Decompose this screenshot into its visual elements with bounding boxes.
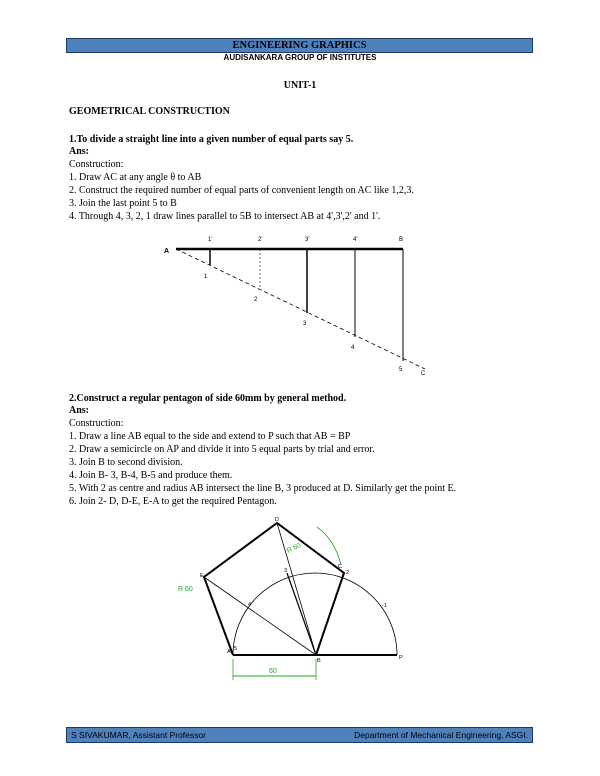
problem2-step: 3. Join B to second division. (69, 457, 183, 468)
div-label: 2 (254, 297, 258, 303)
label-a: A (227, 649, 231, 655)
header-bar (66, 38, 533, 53)
problem1-construction: Construction: (69, 159, 124, 170)
label-5: 5 (234, 646, 238, 652)
problem2-construction: Construction: (69, 418, 124, 429)
problem2-title: 2.Construct a regular pentagon of side 60mm by general method. (69, 393, 347, 404)
label-1: -1 (382, 603, 387, 609)
problem2-step: 1. Draw a line AB equal to the side and extend to P such that AB = BP (69, 431, 351, 442)
label-p: P (399, 655, 403, 661)
institute-name: AUDISANKARA GROUP OF INSTITUTES (223, 53, 377, 62)
problem1-ans: Ans: (69, 146, 90, 157)
top-label: 4' (353, 237, 358, 243)
problem2-step: 5. With 2 as centre and radius AB intersect the line B, 3 produced at D. Similarly get the point E. (69, 483, 457, 494)
div-label: 1 (204, 274, 208, 280)
line-division-figure (150, 228, 450, 378)
div-label: 5 (399, 367, 403, 373)
problem1-step: 4. Through 4, 3, 2, 1 draw lines parallel to 5B to intersect AB at 4',3',2' and 1'. (69, 211, 381, 222)
label-a: A (164, 248, 170, 255)
r60-arc (317, 527, 341, 565)
top-label: 2' (258, 237, 263, 243)
label-2: 2 (346, 570, 350, 576)
label-c: C (338, 564, 342, 570)
label-b: B (317, 658, 321, 664)
line-ac (176, 249, 425, 369)
problem1-step: 2. Construct the required number of equal parts of convenient length on AC like 1,2,3. (69, 185, 414, 196)
top-label: 3' (305, 237, 310, 243)
problem2-step: 4. Join B- 3, B-4, B-5 and produce them. (69, 470, 233, 481)
problem1-title: 1.To divide a straight line into a given number of equal parts say 5. (69, 134, 354, 145)
problem2-ans: Ans: (69, 405, 90, 416)
line-b-e (204, 577, 316, 655)
footer-author: S SIVAKUMAR, Assistant Professor (71, 730, 206, 740)
label-c: C (421, 371, 426, 377)
div-label: 4 (351, 345, 355, 351)
problem1-step: 3. Join the last point 5 to B (69, 198, 177, 209)
top-label: 1' (208, 237, 213, 243)
label-b: B (399, 237, 404, 243)
problem1-step: 1. Draw AC at any angle θ to AB (69, 172, 202, 183)
r60-label: R 60 (285, 542, 303, 555)
label-4: 4 (248, 602, 252, 608)
section-title: GEOMETRICAL CONSTRUCTION (69, 106, 230, 117)
footer-bar (66, 727, 533, 743)
pentagon-outline (204, 523, 344, 655)
line-b-3 (287, 573, 316, 655)
label-e: E (200, 573, 204, 579)
problem2-step: 2. Draw a semicircle on AP and divide it into 5 equal parts by trial and error. (69, 444, 375, 455)
label-3: 3 (284, 568, 288, 574)
pentagon-figure (170, 512, 420, 687)
div-label: 3 (303, 321, 307, 327)
label-d: D (275, 517, 279, 523)
dim-label: 60 (269, 668, 277, 675)
header-title: ENGINEERING GRAPHICS (232, 40, 367, 51)
footer-dept: Department of Mechanical Engineering, ASGI. (354, 730, 528, 740)
problem2-step: 6. Join 2- D, D-E, E-A to get the required Pentagon. (69, 496, 277, 507)
r60-label: R 60 (178, 586, 193, 593)
unit-title: UNIT-1 (283, 80, 317, 91)
